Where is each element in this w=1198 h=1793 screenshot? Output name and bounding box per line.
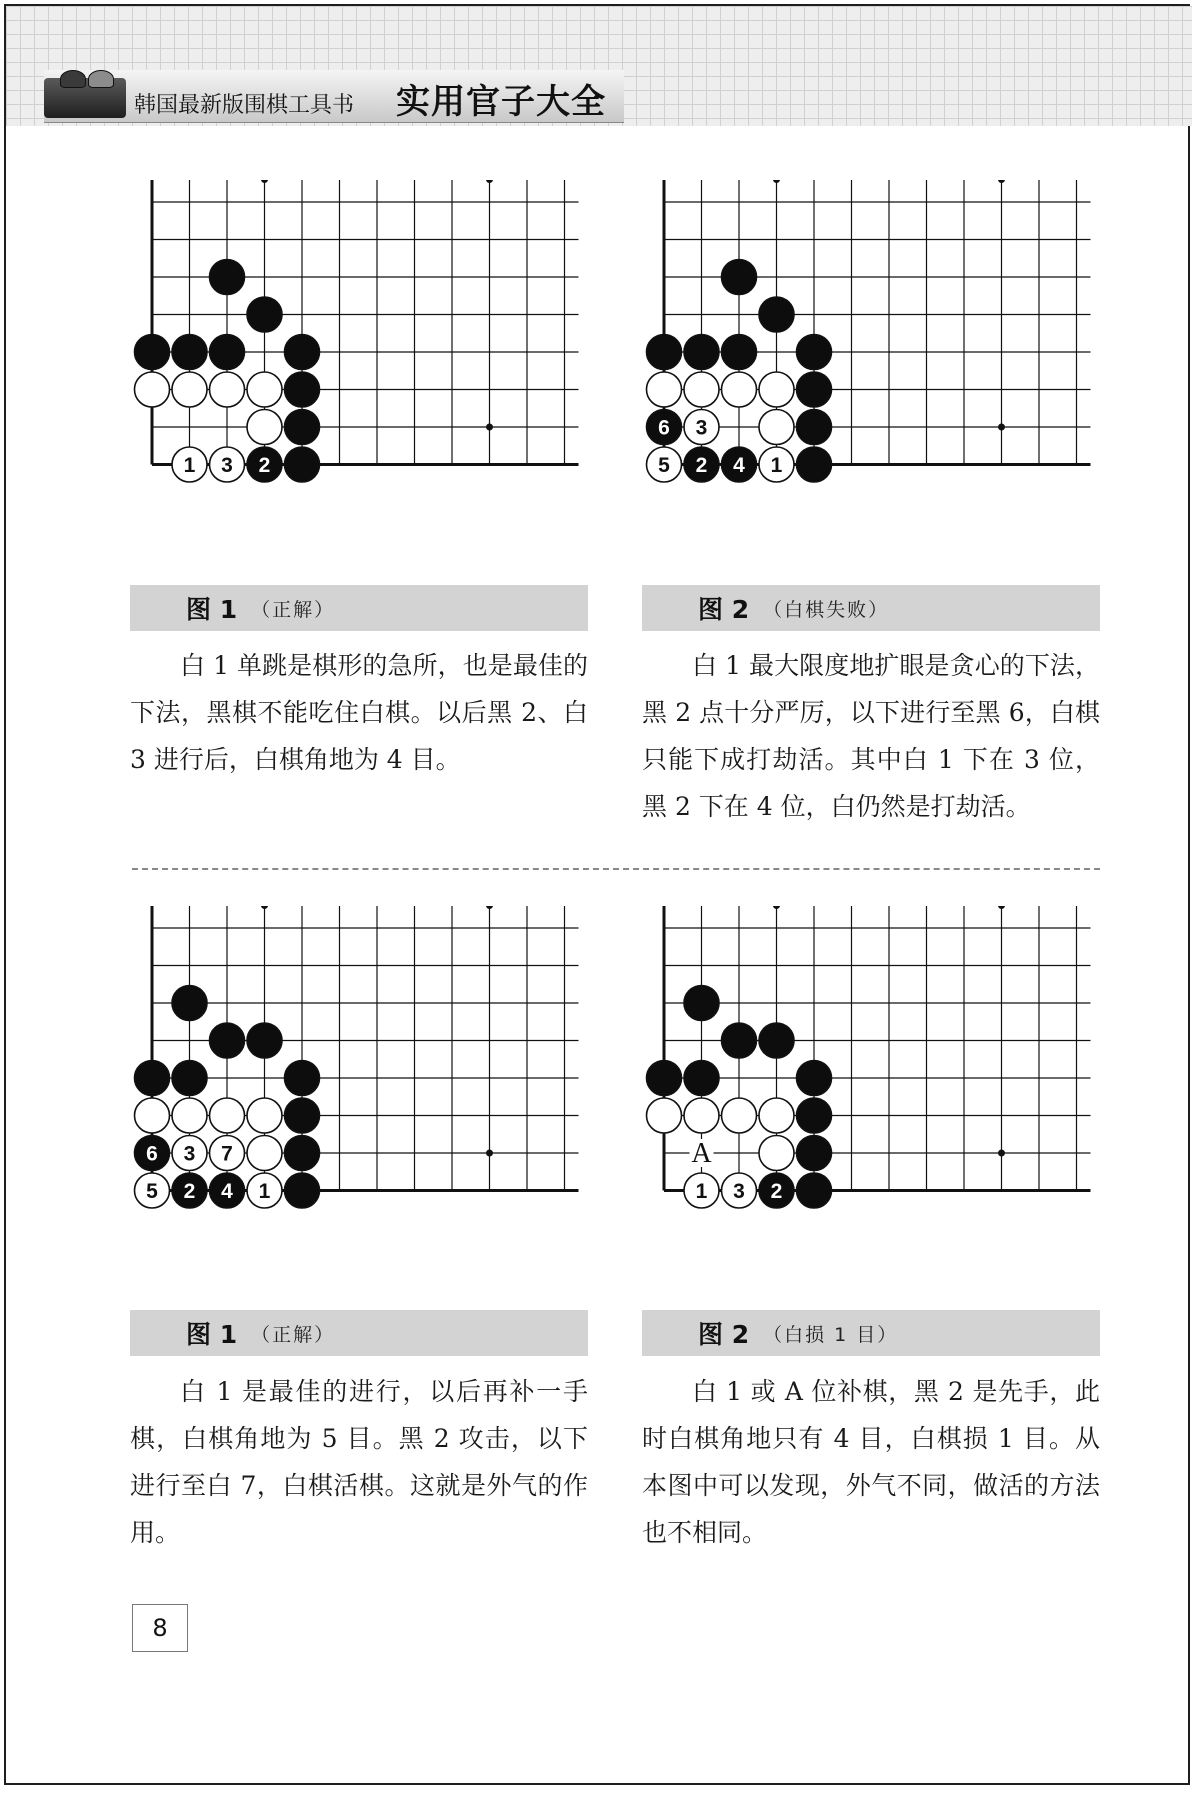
white-stone	[684, 1098, 719, 1133]
white-stone	[647, 372, 682, 407]
caption-note: （正解）	[251, 598, 336, 621]
black-stone	[210, 335, 245, 370]
go-diagram-3	[130, 906, 590, 1276]
panel-text-3: 白 1 是最佳的进行，以后再补一手棋，白棋角地为 5 目。黑 2 攻击，以下进行至白 7，白棋活棋。这就是外气的作用。	[130, 1377, 588, 1547]
stone-number: 3	[733, 1180, 745, 1203]
black-stone	[285, 335, 320, 370]
star-point	[486, 1150, 493, 1157]
star-point	[998, 1150, 1005, 1157]
star-point	[773, 180, 780, 183]
white-stone	[135, 1173, 170, 1208]
black-stone	[797, 372, 832, 407]
black-stone	[210, 1023, 245, 1058]
caption-note: （白棋失败）	[763, 598, 890, 621]
stone-number: 4	[733, 454, 745, 477]
white-stone	[135, 1098, 170, 1133]
stone-number: 5	[658, 454, 670, 477]
white-stone	[210, 447, 245, 482]
white-stone	[247, 410, 282, 445]
black-stone	[759, 1173, 794, 1208]
black-stone	[647, 335, 682, 370]
white-stone	[210, 1098, 245, 1133]
star-point	[486, 906, 493, 909]
star-point	[773, 906, 780, 909]
black-stone	[135, 1136, 170, 1171]
white-stone	[684, 372, 719, 407]
white-stone	[722, 372, 757, 407]
black-stone	[172, 1173, 207, 1208]
black-stone	[285, 447, 320, 482]
white-stone	[684, 1173, 719, 1208]
caption-figure: 图 2	[698, 1320, 750, 1349]
star-point	[261, 906, 268, 909]
black-bowl-icon	[60, 70, 86, 88]
black-stone	[797, 447, 832, 482]
black-stone	[172, 1061, 207, 1096]
panel-text-2: 白 1 最大限度地扩眼是贪心的下法，黑 2 点十分严厉，以下进行至黑 6，白棋只能下成打劫活。其中白 1 下在 3 位，黑 2 下在 4 位，白仍然是打劫活。	[642, 651, 1100, 821]
stone-number: 2	[258, 454, 271, 477]
white-stone	[759, 1098, 794, 1133]
caption-3	[130, 1310, 588, 1356]
stone-number: 2	[770, 1180, 783, 1203]
black-stone	[647, 1061, 682, 1096]
section-divider	[132, 868, 1100, 870]
series-title: 韩国最新版围棋工具书	[134, 93, 355, 118]
caption-figure: 图 2	[698, 595, 750, 624]
book-title: 实用官子大全	[396, 82, 606, 122]
white-stone	[722, 1173, 757, 1208]
black-stone	[172, 335, 207, 370]
black-stone	[247, 1023, 282, 1058]
black-stone	[285, 1173, 320, 1208]
white-stone	[247, 372, 282, 407]
panel-text-1: 白 1 单跳是棋形的急所，也是最佳的下法，黑棋不能吃住白棋。以后黑 2、白 3 进行后，白棋角地为 4 目。	[130, 651, 588, 774]
caption-2	[642, 585, 1100, 631]
black-stone	[797, 410, 832, 445]
stone-number: 2	[183, 1180, 196, 1203]
white-stone	[684, 410, 719, 445]
black-stone	[285, 1098, 320, 1133]
stone-number: 1	[258, 1180, 271, 1203]
stone-number: 6	[658, 416, 670, 440]
black-stone	[285, 372, 320, 407]
stone-number: 3	[183, 1142, 196, 1166]
star-point	[998, 906, 1005, 909]
black-stone	[285, 410, 320, 445]
black-stone	[684, 335, 719, 370]
black-stone	[684, 1061, 719, 1096]
black-stone	[722, 1023, 757, 1058]
black-stone	[759, 297, 794, 332]
star-point	[486, 424, 493, 431]
black-stone	[247, 447, 282, 482]
white-stone	[759, 447, 794, 482]
black-stone	[210, 260, 245, 295]
black-stone	[797, 335, 832, 370]
black-stone	[759, 1023, 794, 1058]
black-stone	[647, 410, 682, 445]
white-stone	[172, 1136, 207, 1171]
black-stone	[797, 1098, 832, 1133]
caption-note: （白损 1 目）	[763, 1323, 899, 1346]
white-stone	[759, 410, 794, 445]
caption-figure: 图 1	[186, 1320, 238, 1349]
white-stone	[172, 372, 207, 407]
stone-number: 3	[695, 416, 708, 440]
black-stone	[684, 447, 719, 482]
white-stone	[135, 372, 170, 407]
go-bowls-logo-icon	[44, 78, 126, 118]
white-stone	[647, 1098, 682, 1133]
black-stone	[210, 1173, 245, 1208]
page-number: 8	[132, 1604, 188, 1652]
white-stone	[172, 447, 207, 482]
caption-note: （正解）	[251, 1323, 336, 1346]
stone-number: 4	[221, 1180, 233, 1203]
black-stone	[135, 335, 170, 370]
black-stone	[797, 1061, 832, 1096]
go-diagram-2	[642, 180, 1102, 550]
board-letter-mark: A	[691, 1138, 712, 1169]
stone-number: 6	[146, 1142, 158, 1166]
stone-number: 7	[221, 1142, 233, 1166]
black-stone	[797, 1136, 832, 1171]
stone-number: 1	[183, 454, 196, 477]
black-stone	[285, 1136, 320, 1171]
star-point	[261, 180, 268, 183]
white-stone	[247, 1173, 282, 1208]
star-point	[998, 180, 1005, 183]
stone-number: 1	[770, 454, 783, 477]
black-stone	[285, 1061, 320, 1096]
white-stone	[247, 1136, 282, 1171]
star-point	[998, 424, 1005, 431]
go-diagram-4	[642, 906, 1102, 1276]
stone-number: 3	[221, 454, 233, 477]
caption-4	[642, 1310, 1100, 1356]
black-stone	[797, 1173, 832, 1208]
go-diagram-1	[130, 180, 590, 550]
white-stone	[759, 1136, 794, 1171]
white-stone	[172, 1098, 207, 1133]
black-stone	[172, 986, 207, 1021]
black-stone	[722, 447, 757, 482]
stone-number: 2	[695, 454, 708, 477]
black-stone	[135, 1061, 170, 1096]
stone-number: 1	[695, 1180, 708, 1203]
black-stone	[684, 986, 719, 1021]
star-point	[486, 180, 493, 183]
black-stone	[247, 297, 282, 332]
stone-number: 5	[146, 1180, 158, 1203]
white-stone	[759, 372, 794, 407]
white-stone	[722, 1098, 757, 1133]
white-stone	[247, 1098, 282, 1133]
white-stone	[210, 372, 245, 407]
black-stone	[722, 260, 757, 295]
white-stone	[210, 1136, 245, 1171]
caption-figure: 图 1	[186, 595, 238, 624]
black-stone	[722, 335, 757, 370]
caption-1	[130, 585, 588, 631]
white-bowl-icon	[88, 70, 114, 88]
white-stone	[647, 447, 682, 482]
panel-text-4: 白 1 或 A 位补棋，黑 2 是先手，此时白棋角地只有 4 目，白棋损 1 目。从本图中可以发现，外气不同，做活的方法也不相同。	[642, 1377, 1100, 1547]
